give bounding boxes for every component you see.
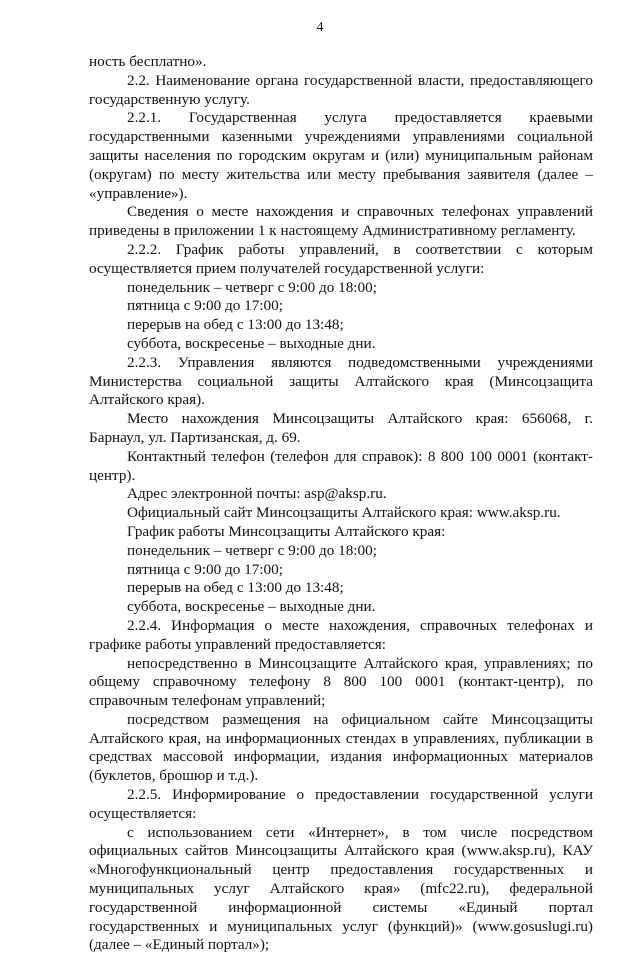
schedule-line: суббота, воскресенье – выходные дни.	[127, 598, 376, 616]
schedule-line: суббота, воскресенье – выходные дни.	[127, 334, 376, 352]
schedule-line: перерыв на обед с 13:00 до 13:48;	[127, 579, 344, 597]
website-line: Официальный сайт Минсоцзащиты Алтайского края: www.aksp.ru.	[127, 504, 561, 522]
paragraph: 2.2.3. Управления являются подведомственными учреждениями Министерства социальной защиты Алтайского края (Минсоцзащита Алтайского края).	[89, 353, 593, 409]
paragraph: 2.2.4. Информация о месте нахождения, справочных телефонах и графике работы управлений предоставляется:	[89, 616, 593, 653]
email-line: Адрес электронной почты: asp@aksp.ru.	[127, 485, 387, 503]
paragraph: непосредственно в Минсоцзащите Алтайского края, управлениях; по общему справочному телефону 8 800 100 0001 (контакт-центр), по справочным телефонам управлений;	[89, 654, 593, 710]
paragraph: 2.2.2. График работы управлений, в соответствии с которым осуществляется прием получателей государственной услуги:	[89, 240, 593, 277]
schedule-line: понедельник – четверг с 9:00 до 18:00;	[127, 541, 377, 559]
paragraph: 2.2.1. Государственная услуга предоставляется краевыми государственными казенными учреждениями управлениями социальной защиты населения по городским округам и (или) муниципальным районам (округам) по месту жительства или месту пребывания заявителя (далее – «управление»).	[89, 109, 593, 202]
paragraph: Контактный телефон (телефон для справок): 8 800 100 0001 (контакт-центр).	[89, 447, 593, 484]
schedule-line: пятница с 9:00 до 17:00;	[127, 297, 283, 315]
paragraph: Место нахождения Минсоцзащиты Алтайского края: 656068, г. Барнаул, ул. Партизанская, д. 69.	[89, 410, 593, 446]
paragraph: Сведения о месте нахождения и справочных телефонах управлений приведены в приложении 1 к настоящему Административному регламенту.	[89, 203, 593, 240]
schedule-line: пятница с 9:00 до 17:00;	[127, 560, 283, 578]
paragraph: посредством размещения на официальном сайте Минсоцзащиты Алтайского края, на информационных стендах в управлениях, публикации в средствах массовой информации, издания информационных материалов (буклетов, брошюр и т.д.).	[89, 710, 593, 785]
page-number: 4	[316, 20, 324, 35]
paragraph: ность бесплатно».	[89, 53, 207, 70]
paragraph: с использованием сети «Интернет», в том числе посредством официальных сайтов Минсоцзащиты Алтайского края (www.aksp.ru), КАУ «Многофункциональный центр предоставления государственных и муниципальных услуг Алтайского края» (mfc22.ru), федеральной государственной информационной системы «Единый портал государственных и муниципальных услуг (функций)» (www.gosuslugi.ru) (далее – «Единый портал»);	[89, 823, 593, 954]
schedule-line: перерыв на обед с 13:00 до 13:48;	[127, 316, 344, 334]
paragraph: 2.2.5. Информирование о предоставлении государственной услуги осуществляется:	[89, 786, 593, 822]
section-heading: 2.2. Наименование органа государственной власти, предоставляющего государственную услугу.	[89, 71, 593, 108]
paragraph: График работы Минсоцзащиты Алтайского края:	[127, 522, 446, 540]
schedule-line: понедельник – четверг с 9:00 до 18:00;	[127, 278, 377, 296]
document-body	[89, 53, 593, 955]
